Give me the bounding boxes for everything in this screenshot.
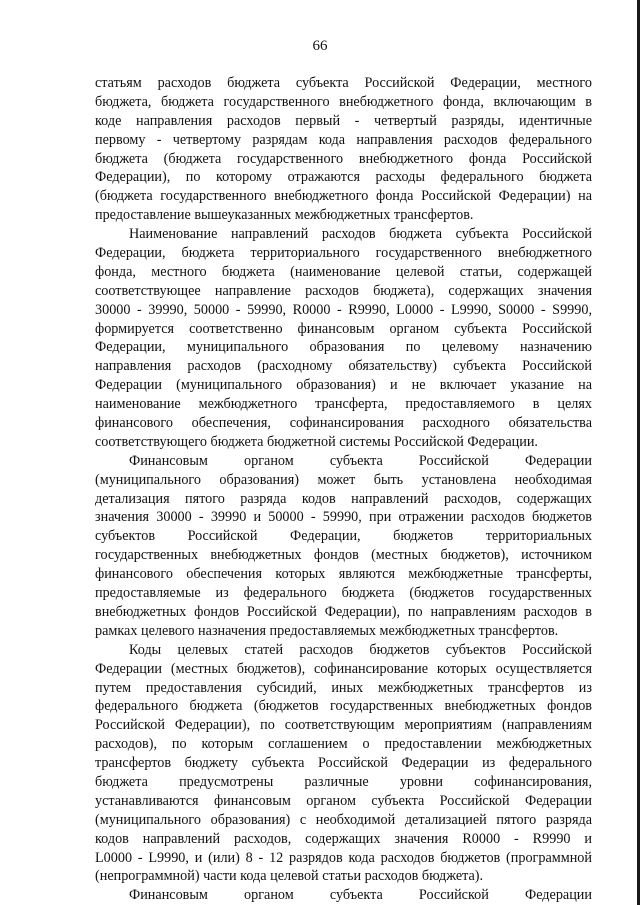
text-line: соответствующего бюджета бюджетной системы Российской Федерации. (95, 433, 538, 450)
paragraph (95, 74, 592, 225)
page-number: 66 (312, 38, 328, 54)
text-line: L0000 - L9990, и (или) 8 - 12 разрядов кода расходов бюджетов (программной (95, 849, 592, 866)
text-line: бюджета (бюджета государственного внебюджетного фонда Российской (95, 150, 592, 167)
text-line: внебюджетных фондов Российской Федерации), по направлениям расходов в (95, 603, 592, 620)
text-line: бюджета, бюджета государственного внебюджетного фонда, включающим в (95, 93, 592, 110)
text-line: (непрограммной) части кода целевой статьи расходов бюджета). (95, 868, 484, 885)
text-line: статьям расходов бюджета субъекта Российской Федерации, местного (95, 75, 592, 91)
text-line: кодов направлений расходов, содержащих значения R0000 - R9990 и (95, 830, 592, 847)
text-line: направления расходов (расходному обязательству) субъекта Российской (95, 358, 592, 375)
text-line: предоставляемые из федерального бюджета (бюджетов государственных (95, 585, 592, 602)
text-line: Наименование направлений расходов бюджета субъекта Российской (129, 226, 592, 243)
text-line: детализация пятого разряда кодов направлений расходов, содержащих (95, 490, 592, 507)
text-line: финансового обеспечения которых являются межбюджетные трансферты, (95, 566, 592, 583)
paragraph (95, 225, 592, 452)
text-line: значения 30000 - 39990 и 50000 - 59990, при отражении расходов бюджетов (95, 509, 592, 526)
text-line: (бюджета государственного внебюджетного фонда Российской Федерации) на (95, 188, 592, 205)
text-line: расходов), по которым соглашением о предоставлении межбюджетных (95, 736, 592, 753)
text-line: первому - четвертому разрядам кода направления расходов федерального (95, 131, 592, 148)
text-line: финансового обеспечения, софинансирования расходного обязательства (95, 415, 592, 432)
text-line: 30000 - 39990, 50000 - 59990, R0000 - R9990, L0000 - L9990, S0000 - S9990, (95, 301, 592, 318)
paragraph (95, 886, 592, 905)
paragraph (95, 452, 592, 641)
body-text (95, 74, 592, 905)
text-line: Финансовым органом субъекта Российской Федерации (129, 452, 592, 469)
text-line: Федерации (муниципального образования) и не включает указание на (95, 377, 592, 394)
text-line: соответствующее направление расходов бюджета), содержащих значения (95, 282, 592, 299)
text-line: трансфертов бюджету субъекта Российской Федерации из федерального (95, 755, 592, 772)
text-line: коде направления расходов первый - четвертый разряды, идентичные (95, 112, 592, 129)
text-line: (муниципального образования) может быть установлена необходимая (95, 471, 592, 488)
text-line: путем предоставления субсидий, иных межбюджетных трансфертов из (95, 679, 592, 696)
text-line: Федерации, бюджета территориального государственного внебюджетного (95, 245, 592, 262)
text-line: государственных внебюджетных фондов (местных бюджетов), источником (95, 547, 592, 564)
text-line: фонда, местного бюджета (наименование целевой статьи, содержащей (95, 263, 592, 280)
text-line: формируется соответственно финансовым органом субъекта Российской (95, 320, 592, 337)
paragraph (95, 641, 592, 887)
text-line: Коды целевых статей расходов бюджетов субъектов Российской (129, 641, 592, 658)
text-line: Финансовым органом субъекта Российской Федерации (129, 887, 592, 904)
text-line: Федерации (местных бюджетов), софинансирование которых осуществляется (95, 660, 592, 677)
text-line: Федерации), по которому отражаются расходы федерального бюджета (95, 169, 592, 186)
text-line: (муниципального образования) с необходимой детализацией пятого разряда (95, 811, 592, 828)
text-line: субъектов Российской Федерации, бюджетов территориальных (95, 528, 592, 545)
text-line: бюджета предусмотрены различные уровни софинансирования, (95, 773, 592, 790)
text-line: устанавливаются финансовым органом субъекта Российской Федерации (95, 792, 592, 809)
text-line: Российской Федерации), по соответствующим мероприятиям (направлениям (95, 717, 592, 734)
text-line: рамках целевого назначения предоставляемых межбюджетных трансфертов. (95, 622, 559, 639)
text-line: Федерации, муниципального образования по целевому назначению (95, 339, 592, 356)
text-line: наименование межбюджетного трансферта, предоставляемого в целях (95, 396, 592, 413)
text-line: федерального бюджета (бюджетов государственных внебюджетных фондов (95, 698, 592, 715)
text-line: предоставление вышеуказанных межбюджетных трансфертов. (95, 207, 474, 224)
